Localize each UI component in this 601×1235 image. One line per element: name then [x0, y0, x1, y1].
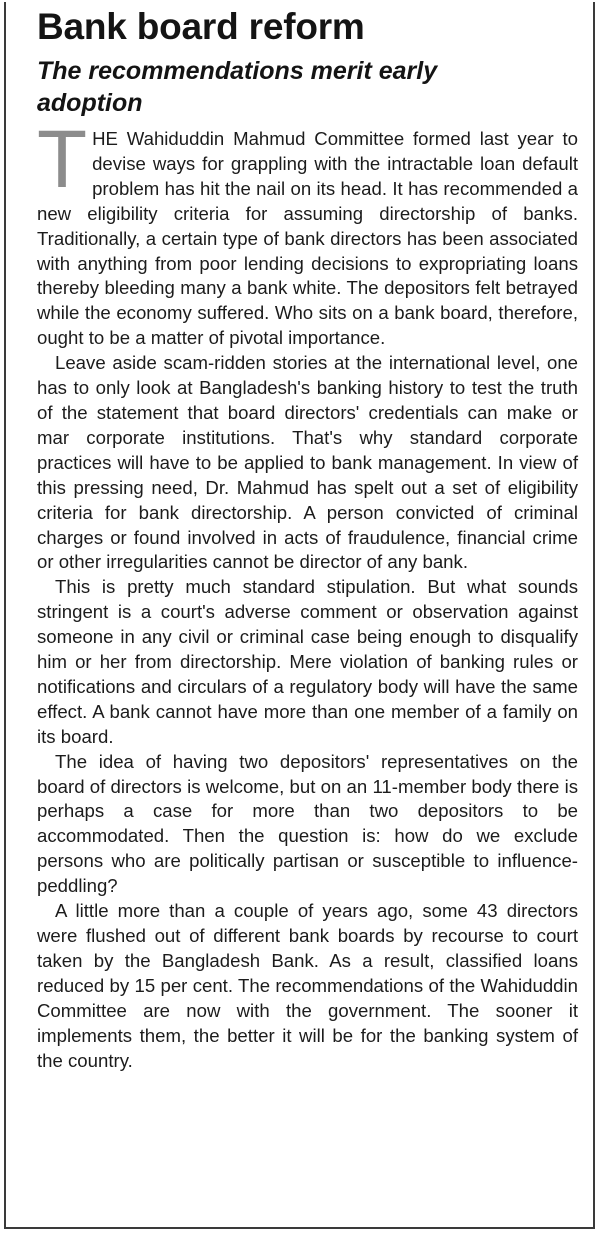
article-body	[37, 114, 578, 1073]
paragraph-2: Leave aside scam-ridden stories at the international level, one has to only look at Bangladesh's banking history to test the truth of the statement that board directors' credentials can make or mar corporate institutions. That's why standard corporate practices will have to be applied to bank management. In view of this pressing need, Dr. Mahmud has spelt out a set of eligibility criteria for bank directorship. A person convicted of criminal charges or found involved in acts of fraudulence, financial crime or other irregularities cannot be director of any bank.	[37, 352, 578, 573]
headline: Bank board reform	[37, 6, 365, 47]
paragraph-4: The idea of having two depositors' representatives on the board of directors is welcome, but on an 11-member body there is perhaps a case for more than two depositors to be accommodated. Then the question is: how do we exclude persons who are politically partisan or susceptible to influence-peddling?	[37, 750, 578, 897]
drop-cap: T	[37, 114, 88, 205]
paragraph-1-text: HE Wahiduddin Mahmud Committee formed last year to devise ways for grappling with the intractable loan default problem has hit the nail on its head. It has recommended a new eligibility criteria for assuming directorship of banks. Traditionally, a certain type of bank directors has been associated with anything from poor lending decisions to expropriating loans thereby bleeding many a bank white. The depositors felt betrayed while the economy suffered. Who sits on a bank board, therefore, ought to be a matter of pivotal importance.	[37, 128, 578, 349]
editorial-frame	[4, 2, 595, 1229]
paragraph-5: A little more than a couple of years ago, some 43 directors were flushed out of different bank boards by recourse to court taken by the Bangladesh Bank. As a result, classified loans reduced by 15 per cent. The recommendations of the Wahiduddin Committee are now with the government. The sooner it implements them, the better it will be for the banking system of the country.	[37, 900, 578, 1071]
paragraph-1	[37, 114, 578, 351]
subheadline: The recommendations merit early adoption	[37, 57, 438, 117]
paragraph-3: This is pretty much standard stipulation. But what sounds stringent is a court's adverse comment or observation against someone in any civil or criminal case being enough to disqualify him or her from directorship. Mere violation of banking rules or notifications and circulars of a regulatory body will have the same effect. A bank cannot have more than one member of a family on its board.	[37, 576, 578, 747]
